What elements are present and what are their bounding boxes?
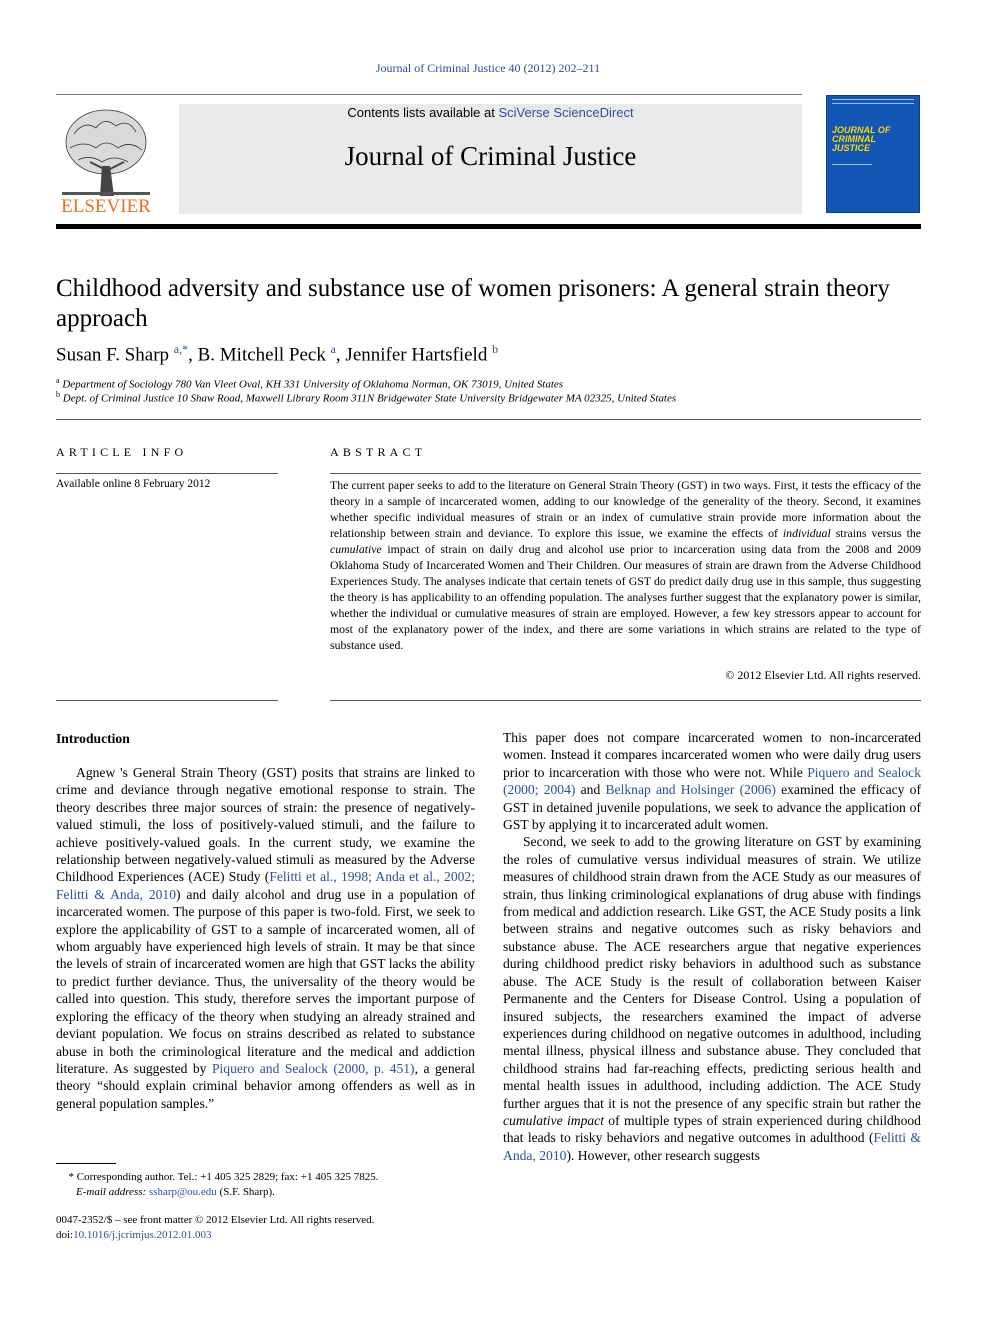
affiliation-text: Department of Sociology 780 Van Vleet Oval, KH 331 University of Oklahoma Norman, OK 73019, United States [62,378,564,391]
body-text: ) and daily alcohol and drug use in a population of incarcerated women. The purpose of this paper is two-fold. First, we seek to explore the applicability of GST to a sample of incarcerated women, all of whom arguably have experienced high levels of strain. It may be that since the levels of strain of incarcerated women are high that GST lacks the ability to predict further deviance. Thus, the universality of the theory would be called into question. This study, therefore serves the important purpose of exploring the efficacy of the theory when studying an already strained and deviant population. We focus on strains described as related to substance abuse in both the criminological literature and the medical and addiction literature. As suggested by [56,886,476,1076]
header-top-rule [56,94,802,95]
body-paragraph [56,764,475,1112]
footnote-rule [56,1163,116,1164]
body-paragraph [503,833,921,1164]
body-text: of multiple types of strain experienced during childhood that leads to risky behaviors and negative outcomes in adulthood ( [503,1112,921,1146]
abstract-rule [330,473,921,474]
abstract-text-part: The current paper seeks to add to the literature on General Strain Theory (GST) in two ways. First, it tests the efficacy of the theory in a sample of incarcerated women, adding to our knowledge of the generality of the theory. Second, it examines whether specific individual measures of strain or an index of cumulative strain provide more information about the relationship between strain and deviance. To explore this issue, we examine the effects of [330,478,921,540]
issn-line: 0047-2352/$ – see front matter © 2012 Elsevier Ltd. All rights reserved. [56,1214,375,1226]
affiliation-text: Dept. of Criminal Justice 10 Shaw Road, Maxwell Library Room 311N Bridgewater State University Bridgewater MA 02325, United States [62,392,677,405]
citation-link[interactable]: Belknap and Holsinger (2006) [605,782,776,798]
abstract-body [330,477,921,653]
introduction-heading: Introduction [56,731,130,746]
abstract-emphasis: individual [782,526,831,540]
header-thick-rule [56,224,921,229]
body-text: ). However, other research suggests [566,1147,760,1163]
doi-label: doi: [56,1229,74,1241]
contents-line [179,105,802,120]
doi-link[interactable]: 10.1016/j.jcrimjus.2012.01.003 [73,1229,212,1241]
journal-reference[interactable]: Journal of Criminal Justice 40 (2012) 202–211 [375,61,601,75]
email-link[interactable]: ssharp@ou.edu [148,1186,217,1198]
affiliation-mark: b [56,390,60,399]
footnote-mark: * [68,1171,74,1183]
article-info-heading: ARTICLE INFO [56,445,188,459]
author-separator: , [188,344,198,366]
email-label: E-mail address: [76,1186,147,1198]
abstract-copyright: © 2012 Elsevier Ltd. All rights reserved. [725,668,921,682]
abstract-rule-bottom [330,700,921,701]
body-text: Second, we seek to add to the growing literature on GST by examining the roles of cumulative versus individual measures of strain. We utilize measures of childhood strain drawn from the ACE Study as our measures of strain, thus linking criminological explanations of drug abuse with findings from medical and addiction research. Like GST, the ACE Study posits a link between strains and negative outcomes such as risky behaviors and substance abuse. The ACE researchers argue that negative experiences during childhood predict risky behaviors in adulthood such as substance abuse. The ACE Study is the result of collaboration between Kaiser Permanente and the Centers for Disease Control. Using a population of insured subjects, the researchers examined the impact of adverse experiences during childhood on negative outcomes in adulthood, including mental illness, physical illness and substance abuse. They concluded that childhood strains had far-reaching effects, predicting serious health and mental health issues in adulthood, including addiction. The ACE Study further argues that it is not the presence of any specific strain but rather the [503,834,921,1111]
email-note [76,1185,275,1200]
available-online-date: Available online 8 February 2012 [56,478,211,490]
sciencedirect-link[interactable]: SciVerse ScienceDirect [498,105,634,120]
journal-title: Journal of Criminal Justice [344,141,637,171]
body-text: examined the efficacy of GST in detained juvenile populations, we seek to advance the application of GST by applying it to incarcerated adult women. [503,782,921,833]
body-text: , a general theory “should explain criminal behavior among offenders as well as in general population samples.” [56,1060,475,1111]
elsevier-wordmark: ELSEVIER [61,196,151,216]
abstract-text-part: strains versus the [830,526,921,540]
footnote-text: Corresponding author. Tel.: +1 405 325 2829; fax: +1 405 325 7825. [76,1171,379,1183]
body-column-right [503,729,921,1164]
author-list [56,342,498,366]
abstract-text-part: impact of strain on daily drug and alcohol use prior to incarceration using data from the 2008 and 2009 Oklahoma Study of Incarcerated Women and Their Children. Our measures of strain are drawn from the Adverse Childhood Experiences Study. The analyses indicate that certain tenets of GST do predict daily drug use in this sample, thus suggesting the theory is has applicability to an offending population. The analyses further suggest that the explanatory power is similar, whether the individual or cumulative measures of strain are employed. However, a few key stressors appear to account for most of the explanatory power of the index, and there are some variations in which strains are related to the type of substance used. [330,542,921,652]
body-paragraph [503,729,921,833]
author-affiliation-marker[interactable]: b [492,342,499,356]
author-name: Susan F. Sharp [56,344,170,366]
email-suffix: (S.F. Sharp). [219,1186,275,1198]
journal-cover-thumbnail[interactable] [826,95,920,213]
affiliation-b [56,390,676,405]
affiliation-mark: a [56,376,60,385]
doi-line [56,1228,212,1243]
author-separator: , [335,344,346,366]
body-text: Agnew 's General Strain Theory (GST) posits that strains are linked to crime and deviance through negative emotional response to strain. The theory describes three major sources of strain: the presence of negatively-valued stimuli, the loss of positively-valued stimuli, and the failure to achieve positively-valued goals. In the current study, we examine the relationship between negatively-valued stimuli as measured by the Adverse Childhood Experiences (ACE) Study ( [56,765,475,885]
body-text: This paper does not compare incarcerated women to non-incarcerated women. Instead it compares incarcerated women who were daily drug users prior to incarceration with those who were not. While [503,730,921,780]
body-emphasis: cumulative impact [503,1112,604,1128]
section-rule [56,419,921,420]
cover-title: JOURNAL OF CRIMINAL JUSTICE [832,125,891,153]
citation-link[interactable]: Piquero and Sealock (2000; 2004) [503,764,922,798]
author-affiliation-marker[interactable]: a,* [173,342,189,356]
abstract-heading: ABSTRACT [330,445,427,459]
affiliation-a [56,376,563,391]
author-name: B. Mitchell Peck [197,344,326,366]
article-info-rule [56,473,278,474]
body-text: and [575,782,606,798]
citation-link[interactable]: Felitti et al., 1998; Anda et al., 2002; Felitti & Anda, 2010 [56,869,475,902]
author-name: Jennifer Hartsfield [345,344,488,366]
contents-prefix: Contents lists available at [347,105,499,120]
citation-link[interactable]: Felitti & Anda, 2010 [503,1130,922,1163]
citation-link[interactable]: Piquero and Sealock (2000, p. 451) [211,1060,415,1076]
article-info-rule-bottom [56,700,278,701]
body-column-left [56,764,475,1112]
elsevier-tree-logo [54,104,158,216]
abstract-emphasis: cumulative [330,542,382,556]
author-affiliation-marker[interactable]: a [330,342,336,356]
corresponding-author-note [56,1170,378,1185]
article-title: Childhood adversity and substance use of women prisoners: A general strain theory approach [56,275,890,332]
